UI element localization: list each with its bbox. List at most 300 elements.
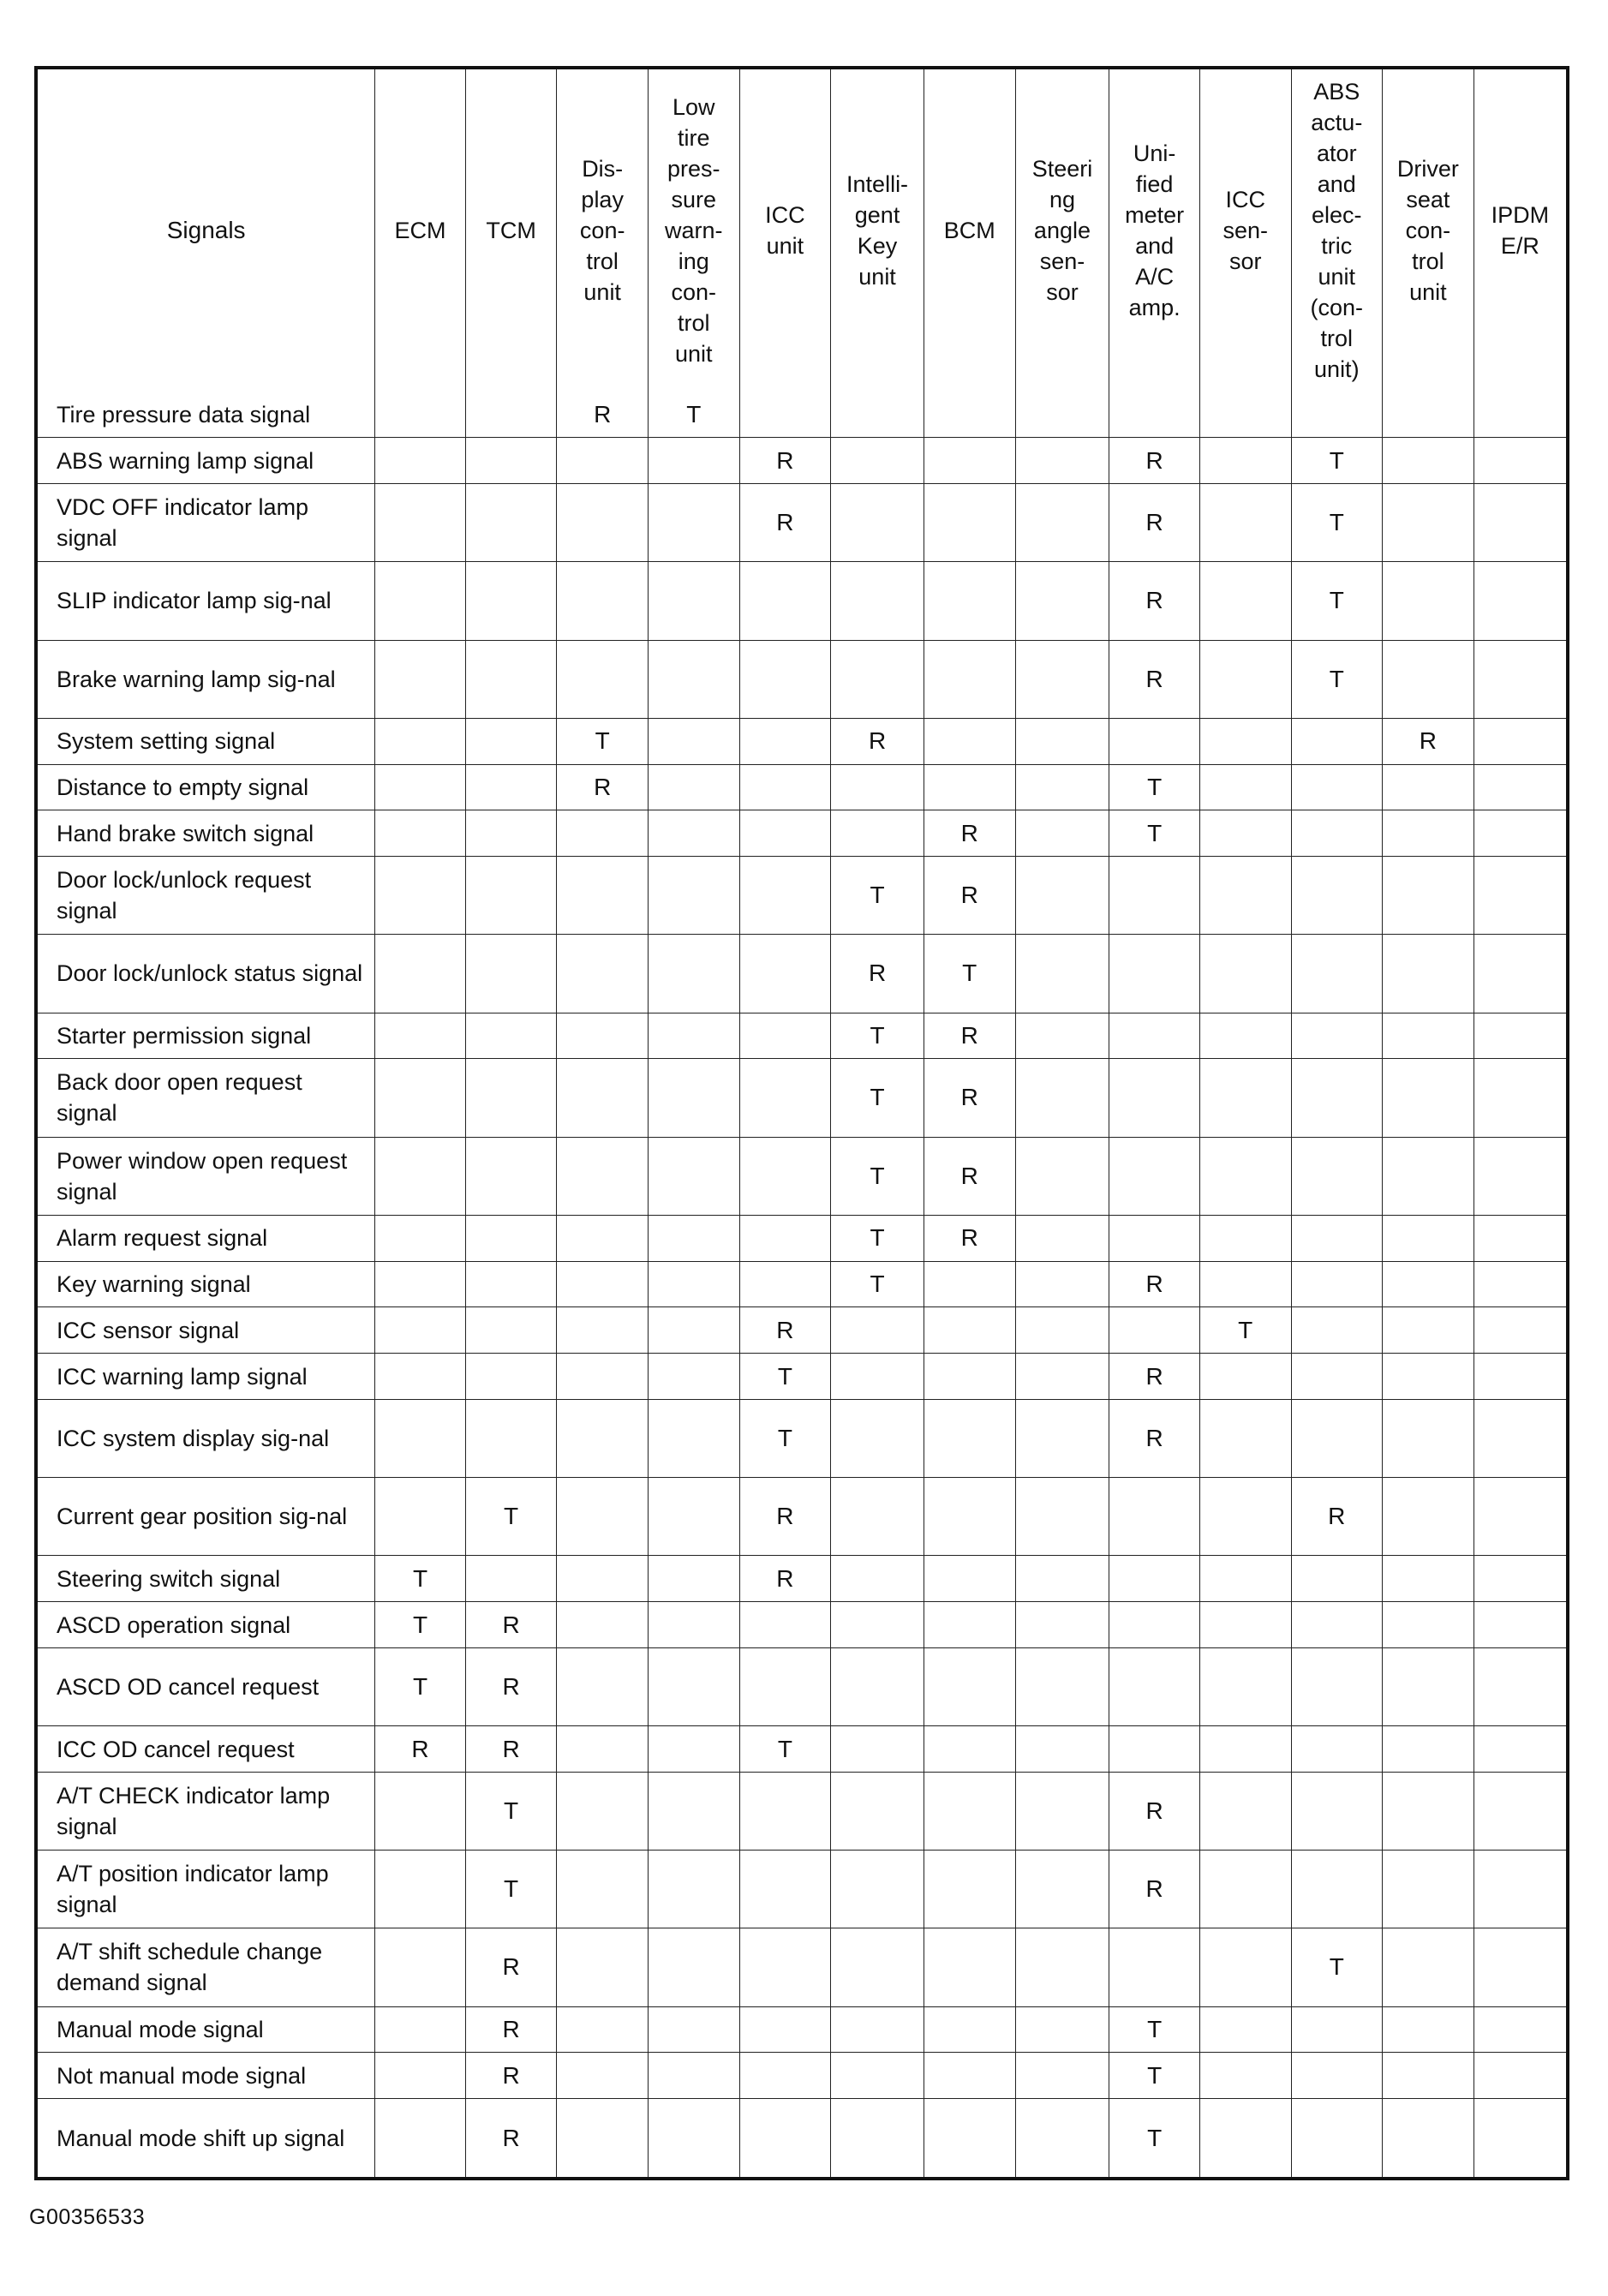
signal-mark-cell bbox=[924, 2053, 1015, 2099]
signal-mark-cell bbox=[1383, 438, 1474, 484]
signal-mark-cell bbox=[1291, 1013, 1383, 1059]
signal-mark-cell bbox=[1383, 1215, 1474, 1261]
signal-mark-cell: T bbox=[831, 1261, 924, 1307]
signal-mark-cell bbox=[1474, 1059, 1566, 1137]
signal-mark-cell: R bbox=[465, 2006, 557, 2053]
signal-mark-cell bbox=[1383, 1726, 1474, 1773]
signal-mark-cell bbox=[648, 2006, 739, 2053]
signal-mark-cell bbox=[1199, 1059, 1291, 1137]
signal-mark-cell bbox=[739, 2053, 831, 2099]
signal-mark-cell bbox=[557, 1556, 649, 1602]
signal-name-cell: ASCD operation signal bbox=[38, 1602, 375, 1648]
signal-mark-cell bbox=[648, 935, 739, 1013]
signal-mark-cell bbox=[1383, 1400, 1474, 1478]
signal-mark-cell bbox=[375, 2006, 466, 2053]
table-row bbox=[38, 2006, 1566, 2053]
signal-mark-cell bbox=[648, 2099, 739, 2177]
table-row bbox=[38, 935, 1566, 1013]
signal-mark-cell bbox=[1474, 1307, 1566, 1354]
signal-mark-cell: T bbox=[465, 1478, 557, 1556]
signal-mark-cell bbox=[1109, 935, 1200, 1013]
signal-mark-cell bbox=[465, 1013, 557, 1059]
table-row bbox=[38, 438, 1566, 484]
signal-mark-cell bbox=[1199, 1928, 1291, 2006]
signal-mark-cell bbox=[831, 392, 924, 438]
signal-mark-cell: R bbox=[1109, 562, 1200, 640]
signal-mark-cell bbox=[831, 640, 924, 718]
signal-mark-cell bbox=[924, 1400, 1015, 1478]
signal-mark-cell bbox=[375, 1400, 466, 1478]
signal-mark-cell: T bbox=[1199, 1307, 1291, 1354]
signal-mark-cell bbox=[465, 935, 557, 1013]
signal-mark-cell bbox=[648, 484, 739, 562]
signal-mark-cell bbox=[1383, 562, 1474, 640]
signal-mark-cell bbox=[1015, 1059, 1109, 1137]
signal-mark-cell bbox=[1383, 1556, 1474, 1602]
signal-name-cell: Back door open request signal bbox=[38, 1059, 375, 1137]
signal-name-cell: A/T CHECK indicator lamp signal bbox=[38, 1773, 375, 1851]
signal-mark-cell: R bbox=[1109, 1400, 1200, 1478]
column-header: Low tire pres- sure warn- ing con- trol unit bbox=[648, 69, 739, 392]
signal-name-cell: ICC sensor signal bbox=[38, 1307, 375, 1354]
signal-mark-cell bbox=[1109, 1478, 1200, 1556]
signal-mark-cell: R bbox=[465, 1928, 557, 2006]
signal-mark-cell bbox=[1015, 810, 1109, 857]
signal-mark-cell: R bbox=[557, 764, 649, 810]
signal-mark-cell bbox=[375, 1307, 466, 1354]
signal-mark-cell bbox=[1474, 1928, 1566, 2006]
signal-mark-cell bbox=[1383, 1059, 1474, 1137]
signal-mark-cell bbox=[1291, 1851, 1383, 1928]
signal-mark-cell bbox=[648, 1478, 739, 1556]
signal-mark-cell bbox=[648, 718, 739, 764]
signal-mark-cell bbox=[557, 1478, 649, 1556]
signal-mark-cell: T bbox=[739, 1400, 831, 1478]
table-row bbox=[38, 1602, 1566, 1648]
signal-mark-cell bbox=[831, 1354, 924, 1400]
signal-mark-cell bbox=[1199, 562, 1291, 640]
signal-mark-cell bbox=[1474, 2006, 1566, 2053]
signal-mark-cell bbox=[557, 1726, 649, 1773]
signal-mark-cell: T bbox=[648, 392, 739, 438]
signal-mark-cell bbox=[375, 1013, 466, 1059]
signal-mark-cell bbox=[1015, 2053, 1109, 2099]
signal-mark-cell bbox=[1474, 857, 1566, 935]
signal-mark-cell bbox=[1383, 764, 1474, 810]
signal-mark-cell bbox=[1474, 1478, 1566, 1556]
signal-mark-cell bbox=[375, 810, 466, 857]
column-header: ABS actu- ator and elec- tric unit (con- trol unit) bbox=[1291, 69, 1383, 392]
signal-mark-cell bbox=[924, 1354, 1015, 1400]
signal-mark-cell bbox=[1109, 1215, 1200, 1261]
signal-mark-cell bbox=[1383, 1602, 1474, 1648]
signal-mark-cell bbox=[1383, 1773, 1474, 1851]
signal-mark-cell bbox=[739, 562, 831, 640]
signal-mark-cell bbox=[648, 857, 739, 935]
signal-mark-cell bbox=[648, 1137, 739, 1215]
signal-mark-cell bbox=[739, 857, 831, 935]
signal-mark-cell bbox=[1383, 1478, 1474, 1556]
table-row bbox=[38, 1261, 1566, 1307]
signal-mark-cell bbox=[648, 1773, 739, 1851]
signal-mark-cell bbox=[924, 392, 1015, 438]
signal-name-cell: System setting signal bbox=[38, 718, 375, 764]
signal-mark-cell bbox=[739, 718, 831, 764]
signal-mark-cell: R bbox=[1109, 438, 1200, 484]
signal-mark-cell bbox=[1015, 2006, 1109, 2053]
table-row bbox=[38, 2053, 1566, 2099]
signal-mark-cell bbox=[1199, 2099, 1291, 2177]
table-row bbox=[38, 1354, 1566, 1400]
signal-mark-cell bbox=[739, 392, 831, 438]
signal-name-cell: Current gear position sig-nal bbox=[38, 1478, 375, 1556]
signal-mark-cell bbox=[375, 438, 466, 484]
signal-mark-cell bbox=[831, 2006, 924, 2053]
signal-mark-cell bbox=[1291, 1400, 1383, 1478]
signal-mark-cell bbox=[831, 810, 924, 857]
signal-mark-cell bbox=[1474, 1354, 1566, 1400]
signal-mark-cell bbox=[1199, 1773, 1291, 1851]
column-header: TCM bbox=[465, 69, 557, 392]
signal-mark-cell bbox=[1015, 1354, 1109, 1400]
signal-mark-cell bbox=[1383, 1307, 1474, 1354]
signal-mark-cell bbox=[648, 1851, 739, 1928]
signal-mark-cell bbox=[557, 1307, 649, 1354]
signal-name-cell: Door lock/unlock status signal bbox=[38, 935, 375, 1013]
signal-mark-cell bbox=[1383, 2053, 1474, 2099]
signal-mark-cell bbox=[924, 562, 1015, 640]
signal-mark-cell bbox=[1383, 1851, 1474, 1928]
signal-name-cell: Door lock/unlock request signal bbox=[38, 857, 375, 935]
signal-mark-cell bbox=[1474, 1602, 1566, 1648]
signal-mark-cell bbox=[831, 1478, 924, 1556]
signal-mark-cell bbox=[1015, 1013, 1109, 1059]
signal-mark-cell bbox=[924, 1928, 1015, 2006]
signal-mark-cell bbox=[1199, 935, 1291, 1013]
signal-mark-cell: T bbox=[465, 1773, 557, 1851]
signal-mark-cell bbox=[1199, 1726, 1291, 1773]
signal-mark-cell: T bbox=[1109, 764, 1200, 810]
signal-mark-cell bbox=[1199, 392, 1291, 438]
column-header: Dis- play con- trol unit bbox=[557, 69, 649, 392]
signal-mark-cell: R bbox=[924, 1137, 1015, 1215]
signal-mark-cell bbox=[1291, 1556, 1383, 1602]
signal-mark-cell bbox=[1109, 1059, 1200, 1137]
signal-mark-cell: R bbox=[1109, 1261, 1200, 1307]
figure-code: G00356533 bbox=[29, 2205, 146, 2229]
signal-mark-cell bbox=[648, 438, 739, 484]
signal-mark-cell bbox=[1015, 1137, 1109, 1215]
signal-mark-cell bbox=[1199, 1478, 1291, 1556]
signal-mark-cell bbox=[739, 1137, 831, 1215]
signal-mark-cell bbox=[831, 484, 924, 562]
signal-mark-cell bbox=[557, 1851, 649, 1928]
column-header: ICC unit bbox=[739, 69, 831, 392]
signal-name-cell: Brake warning lamp sig-nal bbox=[38, 640, 375, 718]
signal-mark-cell bbox=[1474, 1215, 1566, 1261]
signal-mark-cell bbox=[375, 1261, 466, 1307]
table-row bbox=[38, 718, 1566, 764]
signal-mark-cell bbox=[557, 1648, 649, 1726]
signal-mark-cell bbox=[648, 1215, 739, 1261]
signal-mark-cell bbox=[831, 438, 924, 484]
signal-mark-cell bbox=[1015, 640, 1109, 718]
signal-mark-cell bbox=[1015, 1215, 1109, 1261]
signal-mark-cell: R bbox=[739, 484, 831, 562]
signal-mark-cell bbox=[1474, 438, 1566, 484]
signal-mark-cell bbox=[1474, 1648, 1566, 1726]
signal-mark-cell: T bbox=[1291, 640, 1383, 718]
signal-mark-cell bbox=[375, 1215, 466, 1261]
signal-mark-cell bbox=[375, 562, 466, 640]
signal-name-cell: Distance to empty signal bbox=[38, 764, 375, 810]
signal-mark-cell bbox=[1199, 1648, 1291, 1726]
signal-mark-cell bbox=[465, 1400, 557, 1478]
signal-mark-cell bbox=[465, 1556, 557, 1602]
signal-mark-cell bbox=[557, 2053, 649, 2099]
signal-name-cell: ICC system display sig-nal bbox=[38, 1400, 375, 1478]
signal-mark-cell bbox=[1015, 1556, 1109, 1602]
signal-mark-cell bbox=[1383, 857, 1474, 935]
signal-mark-cell bbox=[648, 562, 739, 640]
signal-mark-cell bbox=[557, 640, 649, 718]
signal-mark-cell bbox=[1015, 392, 1109, 438]
signal-mark-cell bbox=[1291, 810, 1383, 857]
signal-mark-cell bbox=[831, 562, 924, 640]
signal-mark-cell bbox=[831, 1726, 924, 1773]
signal-mark-cell bbox=[375, 1354, 466, 1400]
signal-mark-cell bbox=[1015, 1602, 1109, 1648]
signal-mark-cell bbox=[1291, 857, 1383, 935]
signal-mark-cell bbox=[557, 2006, 649, 2053]
signal-mark-cell bbox=[924, 1648, 1015, 1726]
signal-mark-cell bbox=[375, 1059, 466, 1137]
signal-mark-cell: T bbox=[1291, 484, 1383, 562]
signal-mark-cell: R bbox=[831, 935, 924, 1013]
signal-mark-cell bbox=[1015, 764, 1109, 810]
signal-mark-cell: R bbox=[831, 718, 924, 764]
signal-mark-cell: T bbox=[1109, 810, 1200, 857]
signal-mark-cell bbox=[924, 1726, 1015, 1773]
table-row bbox=[38, 1478, 1566, 1556]
signal-mark-cell bbox=[1015, 1478, 1109, 1556]
signal-mark-cell bbox=[1199, 484, 1291, 562]
signal-name-cell: ICC OD cancel request bbox=[38, 1726, 375, 1773]
signal-mark-cell bbox=[465, 640, 557, 718]
signal-mark-cell bbox=[1383, 1261, 1474, 1307]
signal-mark-cell bbox=[1291, 2006, 1383, 2053]
signal-mark-cell bbox=[465, 562, 557, 640]
signal-mark-cell bbox=[924, 2006, 1015, 2053]
header-row bbox=[38, 69, 1566, 392]
signal-mark-cell bbox=[1015, 1261, 1109, 1307]
signal-mark-cell bbox=[1109, 1726, 1200, 1773]
signal-mark-cell: R bbox=[739, 1478, 831, 1556]
signal-mark-cell bbox=[1474, 764, 1566, 810]
signal-mark-cell bbox=[831, 1928, 924, 2006]
signal-mark-cell bbox=[1474, 810, 1566, 857]
signal-mark-cell: R bbox=[1383, 718, 1474, 764]
signal-mark-cell bbox=[924, 1261, 1015, 1307]
signal-mark-cell bbox=[739, 935, 831, 1013]
signal-mark-cell bbox=[1474, 1773, 1566, 1851]
signal-mark-cell bbox=[831, 1851, 924, 1928]
signal-mark-cell bbox=[1383, 1648, 1474, 1726]
column-header: Steeri ng angle sen- sor bbox=[1015, 69, 1109, 392]
signal-mark-cell: R bbox=[739, 1556, 831, 1602]
table-row bbox=[38, 640, 1566, 718]
signal-mark-cell bbox=[1015, 1307, 1109, 1354]
signal-mark-cell: R bbox=[924, 1215, 1015, 1261]
signal-mark-cell bbox=[1015, 718, 1109, 764]
signal-mark-cell bbox=[739, 1059, 831, 1137]
signal-mark-cell bbox=[375, 392, 466, 438]
signal-mark-cell bbox=[1383, 1137, 1474, 1215]
signal-mark-cell bbox=[1383, 2099, 1474, 2177]
table-row bbox=[38, 562, 1566, 640]
signal-mark-cell bbox=[375, 640, 466, 718]
signal-mark-cell bbox=[1291, 392, 1383, 438]
signal-mark-cell bbox=[924, 764, 1015, 810]
can-signal-table bbox=[38, 69, 1566, 2177]
signal-mark-cell bbox=[1474, 2053, 1566, 2099]
signal-mark-cell bbox=[557, 2099, 649, 2177]
signal-mark-cell: R bbox=[465, 1602, 557, 1648]
signal-mark-cell bbox=[375, 857, 466, 935]
signal-name-cell: ABS warning lamp signal bbox=[38, 438, 375, 484]
signal-mark-cell bbox=[648, 1354, 739, 1400]
signal-mark-cell: R bbox=[375, 1726, 466, 1773]
signal-mark-cell bbox=[1199, 764, 1291, 810]
signal-mark-cell bbox=[739, 1013, 831, 1059]
signal-mark-cell bbox=[1291, 764, 1383, 810]
signal-mark-cell bbox=[739, 1648, 831, 1726]
signal-mark-cell bbox=[1199, 1215, 1291, 1261]
signal-mark-cell bbox=[1109, 1307, 1200, 1354]
table-row bbox=[38, 484, 1566, 562]
signal-mark-cell bbox=[465, 1354, 557, 1400]
signal-mark-cell bbox=[1199, 1013, 1291, 1059]
signal-mark-cell bbox=[1109, 1928, 1200, 2006]
signal-mark-cell bbox=[1383, 640, 1474, 718]
signal-mark-cell bbox=[739, 2006, 831, 2053]
signal-mark-cell bbox=[648, 1013, 739, 1059]
signal-mark-cell bbox=[1199, 1851, 1291, 1928]
signal-mark-cell bbox=[1383, 935, 1474, 1013]
signal-mark-cell bbox=[1474, 392, 1566, 438]
signal-name-cell: Not manual mode signal bbox=[38, 2053, 375, 2099]
signal-mark-cell: T bbox=[1291, 562, 1383, 640]
signal-mark-cell bbox=[648, 1556, 739, 1602]
signal-mark-cell bbox=[831, 1773, 924, 1851]
signal-mark-cell: T bbox=[557, 718, 649, 764]
table-row bbox=[38, 1059, 1566, 1137]
signal-mark-cell: R bbox=[1109, 1354, 1200, 1400]
signal-mark-cell bbox=[648, 1307, 739, 1354]
signal-name-cell: SLIP indicator lamp sig-nal bbox=[38, 562, 375, 640]
signal-mark-cell bbox=[924, 1773, 1015, 1851]
signal-mark-cell bbox=[557, 1215, 649, 1261]
signal-mark-cell bbox=[1474, 1851, 1566, 1928]
signal-mark-cell bbox=[1291, 935, 1383, 1013]
signal-name-cell: A/T shift schedule change demand signal bbox=[38, 1928, 375, 2006]
signal-mark-cell bbox=[1199, 438, 1291, 484]
signal-mark-cell bbox=[648, 1261, 739, 1307]
signal-mark-cell bbox=[739, 1851, 831, 1928]
signal-mark-cell: T bbox=[831, 1137, 924, 1215]
signal-mark-cell bbox=[1015, 1726, 1109, 1773]
signal-mark-cell bbox=[1199, 857, 1291, 935]
signal-name-cell: A/T position indicator lamp signal bbox=[38, 1851, 375, 1928]
signal-mark-cell bbox=[1015, 562, 1109, 640]
signal-mark-cell bbox=[924, 2099, 1015, 2177]
signal-mark-cell bbox=[1015, 438, 1109, 484]
table-body bbox=[38, 392, 1566, 2177]
signal-mark-cell bbox=[465, 484, 557, 562]
signal-mark-cell bbox=[375, 935, 466, 1013]
signal-mark-cell bbox=[1109, 857, 1200, 935]
signal-mark-cell bbox=[831, 764, 924, 810]
signal-mark-cell: R bbox=[924, 857, 1015, 935]
signal-mark-cell bbox=[739, 764, 831, 810]
signal-mark-cell bbox=[1291, 1261, 1383, 1307]
signal-name-cell: ICC warning lamp signal bbox=[38, 1354, 375, 1400]
column-header: IPDM E/R bbox=[1474, 69, 1566, 392]
signal-mark-cell bbox=[465, 1137, 557, 1215]
signal-mark-cell bbox=[1291, 1726, 1383, 1773]
signal-mark-cell: R bbox=[465, 2099, 557, 2177]
signal-mark-cell: T bbox=[1291, 1928, 1383, 2006]
signal-mark-cell bbox=[557, 484, 649, 562]
signal-mark-cell bbox=[1199, 1137, 1291, 1215]
signal-mark-cell bbox=[557, 1354, 649, 1400]
table-row bbox=[38, 1773, 1566, 1851]
table-row bbox=[38, 1928, 1566, 2006]
signal-mark-cell bbox=[648, 1059, 739, 1137]
signal-mark-cell bbox=[1199, 2006, 1291, 2053]
signal-mark-cell bbox=[375, 1137, 466, 1215]
signal-mark-cell bbox=[375, 1478, 466, 1556]
signal-mark-cell bbox=[1474, 1556, 1566, 1602]
signal-mark-cell: R bbox=[465, 2053, 557, 2099]
signal-mark-cell bbox=[557, 1137, 649, 1215]
signal-mark-cell bbox=[1383, 2006, 1474, 2053]
signal-mark-cell: R bbox=[924, 1059, 1015, 1137]
signal-mark-cell bbox=[1383, 484, 1474, 562]
signal-mark-cell bbox=[1015, 484, 1109, 562]
signal-mark-cell: R bbox=[1109, 1773, 1200, 1851]
signal-mark-cell bbox=[375, 2053, 466, 2099]
signal-name-cell: Key warning signal bbox=[38, 1261, 375, 1307]
signal-mark-cell: R bbox=[924, 810, 1015, 857]
signal-mark-cell bbox=[465, 1307, 557, 1354]
signal-mark-cell bbox=[465, 718, 557, 764]
signal-mark-cell bbox=[739, 1261, 831, 1307]
signal-mark-cell bbox=[1291, 1354, 1383, 1400]
column-header: BCM bbox=[924, 69, 1015, 392]
signal-mark-cell bbox=[557, 1400, 649, 1478]
signal-mark-cell bbox=[1291, 1648, 1383, 1726]
signal-mark-cell: R bbox=[1109, 484, 1200, 562]
signal-mark-cell bbox=[924, 1478, 1015, 1556]
signal-mark-cell bbox=[1474, 640, 1566, 718]
signal-mark-cell: R bbox=[739, 438, 831, 484]
signal-mark-cell bbox=[1474, 2099, 1566, 2177]
signal-mark-cell bbox=[1015, 1928, 1109, 2006]
table-row bbox=[38, 1137, 1566, 1215]
signal-mark-cell bbox=[375, 484, 466, 562]
signal-mark-cell: T bbox=[465, 1851, 557, 1928]
